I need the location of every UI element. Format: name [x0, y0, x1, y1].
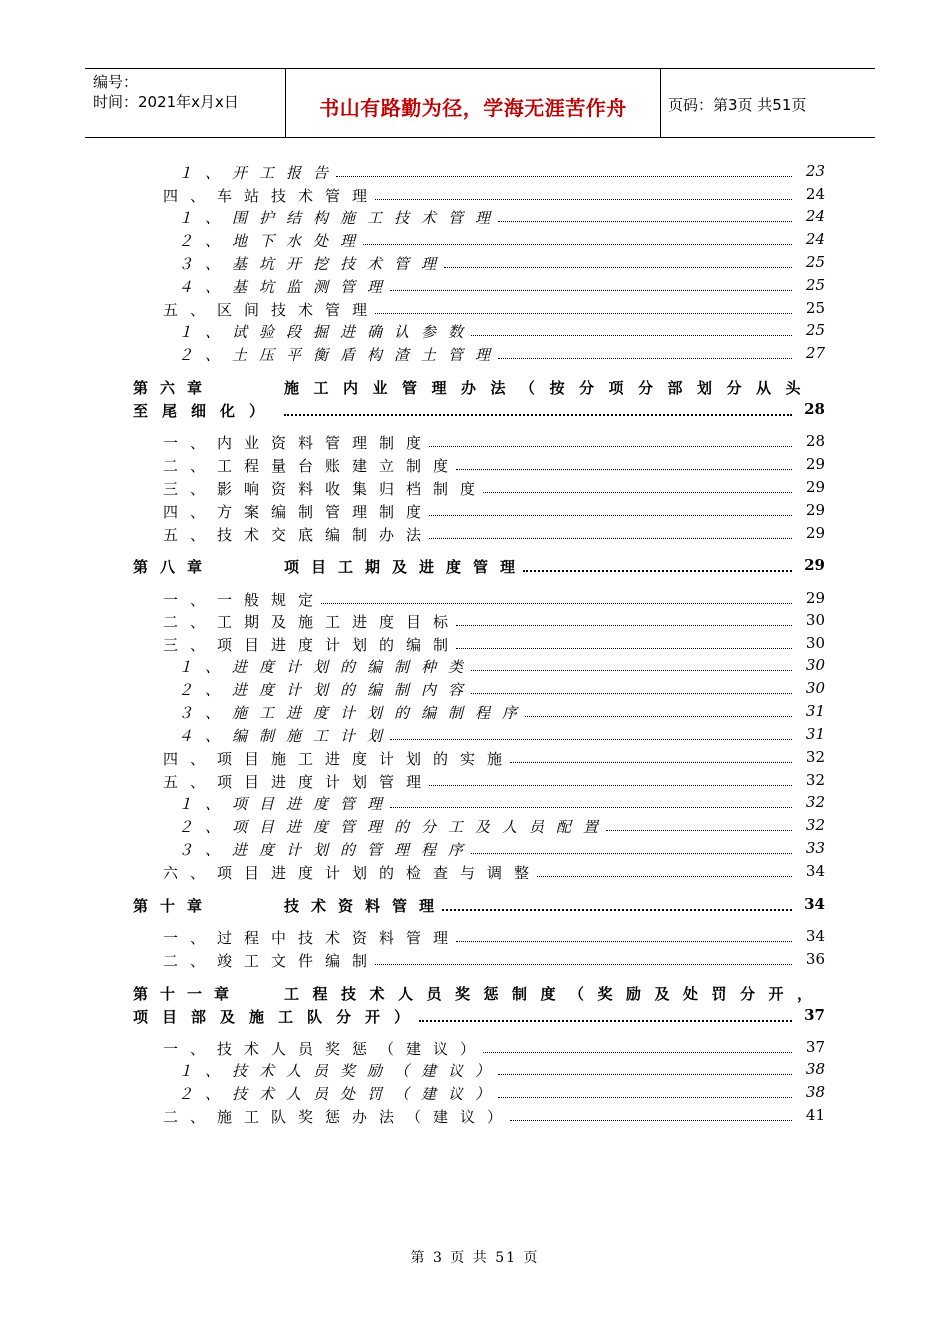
- toc-chapter-page: 29: [804, 556, 825, 574]
- toc-section-entry[interactable]: [0, 478, 950, 500]
- toc-entry-page: 25: [805, 276, 825, 294]
- toc-leader-dots: [429, 442, 792, 447]
- toc-section-entry[interactable]: [0, 748, 950, 770]
- toc-leader-dots: [510, 758, 792, 763]
- toc-entry-title: 三、项目进度计划的编制: [163, 636, 461, 654]
- toc-entry-title: 五、区间技术管理: [163, 301, 380, 319]
- toc-entry-title: １、试验段掘进确认参数: [178, 323, 476, 341]
- toc-section-entry[interactable]: [0, 1038, 950, 1060]
- toc-entry-title: 五、技术交底编制办法: [163, 526, 434, 544]
- toc-leader-dots: [429, 511, 792, 516]
- toc-subsection-entry[interactable]: [0, 702, 950, 724]
- header-page-number: 页码：第3页 共51页: [668, 96, 807, 114]
- document-time-label: 时间：2021年x月x日: [93, 93, 239, 111]
- toc-leader-dots: [390, 735, 792, 740]
- toc-entry-title: ２、土压平衡盾构渣土管理: [178, 346, 503, 364]
- toc-entry-page: 34: [805, 927, 825, 945]
- toc-entry-title: ２、技术人员处罚（建议）: [178, 1085, 503, 1103]
- toc-leader-dots: [456, 465, 792, 470]
- toc-entry-page: 32: [805, 771, 825, 789]
- toc-entry-title: １、项目进度管理: [178, 795, 395, 813]
- toc-entry-title: ２、进度计划的编制内容: [178, 681, 476, 699]
- toc-entry-page: 23: [805, 162, 825, 180]
- toc-entry-page: 29: [805, 501, 825, 519]
- toc-leader-dots: [419, 1016, 792, 1022]
- toc-leader-dots: [510, 1116, 792, 1121]
- toc-chapter-title: 施工内业管理办法（按分项分部划分从头: [284, 379, 816, 397]
- toc-entry-title: 四、项目施工进度计划的实施: [163, 750, 515, 768]
- toc-leader-dots: [429, 781, 792, 786]
- document-number-label: 编号：: [93, 73, 139, 91]
- toc-section-entry[interactable]: [0, 950, 950, 972]
- toc-entry-title: 一、技术人员奖惩（建议）: [163, 1040, 488, 1058]
- toc-entry-page: 38: [805, 1060, 825, 1078]
- toc-chapter-entry-continued[interactable]: [0, 1006, 950, 1028]
- toc-entry-page: 29: [805, 478, 825, 496]
- toc-entry-title: １、进度计划的编制种类: [178, 658, 476, 676]
- toc-entry-title: 二、工期及施工进度目标: [163, 613, 461, 631]
- toc-entry-title: 四、方案编制管理制度: [163, 503, 434, 521]
- toc-entry-page: 29: [805, 589, 825, 607]
- toc-entry-title: 一、过程中技术资料管理: [163, 929, 461, 947]
- toc-leader-dots: [321, 599, 792, 604]
- toc-entry-title: 二、竣工文件编制: [163, 952, 380, 970]
- page-header: [85, 68, 875, 138]
- toc-entry-title: 三、影响资料收集归档制度: [163, 480, 488, 498]
- toc-subsection-entry[interactable]: [0, 816, 950, 838]
- toc-entry-title: １、技术人员奖励（建议）: [178, 1062, 503, 1080]
- toc-section-entry[interactable]: [0, 611, 950, 633]
- toc-leader-dots: [606, 826, 792, 831]
- toc-entry-page: 31: [805, 702, 825, 720]
- toc-entry-page: 33: [805, 839, 825, 857]
- toc-leader-dots: [471, 849, 792, 854]
- toc-entry-title: １、开工报告: [178, 164, 341, 182]
- toc-entry-page: 32: [805, 748, 825, 766]
- toc-entry-title: 二、施工队奖惩办法（建议）: [163, 1108, 515, 1126]
- toc-entry-page: 25: [805, 299, 825, 317]
- toc-entry-page: 24: [805, 230, 825, 248]
- toc-entry-page: 30: [805, 611, 825, 629]
- toc-entry-page: 41: [805, 1106, 825, 1124]
- toc-leader-dots: [429, 534, 792, 539]
- toc-leader-dots: [498, 217, 792, 222]
- toc-subsection-entry[interactable]: [0, 253, 950, 275]
- toc-section-entry[interactable]: [0, 862, 950, 884]
- toc-entry-page: 32: [805, 816, 825, 834]
- toc-chapter-entry[interactable]: [0, 895, 950, 917]
- toc-leader-dots: [498, 1093, 792, 1098]
- toc-entry-page: 34: [805, 862, 825, 880]
- toc-section-entry[interactable]: [0, 501, 950, 523]
- toc-leader-dots: [442, 905, 792, 911]
- toc-subsection-entry[interactable]: [0, 839, 950, 861]
- toc-chapter-title-continued: 项目部及施工队分开）: [133, 1008, 424, 1026]
- toc-entry-title: １、围护结构施工技术管理: [178, 209, 503, 227]
- toc-leader-dots: [523, 566, 792, 572]
- toc-leader-dots: [390, 286, 792, 291]
- toc-leader-dots: [390, 803, 792, 808]
- toc-subsection-entry[interactable]: [0, 344, 950, 366]
- toc-entry-title: 四、车站技术管理: [163, 187, 380, 205]
- toc-subsection-entry[interactable]: [0, 207, 950, 229]
- toc-chapter-label: 第十一章: [133, 985, 242, 1003]
- toc-leader-dots: [483, 488, 792, 493]
- toc-section-entry[interactable]: [0, 589, 950, 611]
- toc-leader-dots: [375, 960, 792, 965]
- toc-leader-dots: [471, 666, 792, 671]
- toc-leader-dots: [336, 172, 792, 177]
- toc-section-entry[interactable]: [0, 299, 950, 321]
- toc-entry-title: 一、一般规定: [163, 591, 326, 609]
- toc-subsection-entry[interactable]: [0, 679, 950, 701]
- toc-entry-title: ２、项目进度管理的分工及人员配置: [178, 818, 611, 836]
- toc-entry-page: 29: [805, 455, 825, 473]
- toc-chapter-entry[interactable]: [0, 556, 950, 578]
- toc-chapter-label: 第十章: [133, 897, 215, 915]
- toc-subsection-entry[interactable]: [0, 656, 950, 678]
- toc-leader-dots: [525, 712, 792, 717]
- toc-entry-page: 32: [805, 793, 825, 811]
- toc-section-entry[interactable]: [0, 185, 950, 207]
- toc-entry-title: 二、工程量台账建立制度: [163, 457, 461, 475]
- toc-leader-dots: [471, 331, 792, 336]
- toc-leader-dots: [444, 263, 792, 268]
- toc-leader-dots: [471, 689, 792, 694]
- toc-entry-page: 24: [805, 207, 825, 225]
- toc-subsection-entry[interactable]: [0, 793, 950, 815]
- toc-subsection-entry[interactable]: [0, 321, 950, 343]
- toc-section-entry[interactable]: [0, 927, 950, 949]
- toc-leader-dots: [284, 410, 792, 416]
- toc-section-entry[interactable]: [0, 1106, 950, 1128]
- toc-entry-title: 一、内业资料管理制度: [163, 434, 434, 452]
- header-motto: 书山有路勤为径，学海无涯苦作舟: [319, 96, 627, 120]
- toc-section-entry[interactable]: [0, 455, 950, 477]
- toc-chapter-label: 第六章: [133, 379, 215, 397]
- toc-leader-dots: [483, 1048, 792, 1053]
- toc-entry-title: ３、施工进度计划的编制程序: [178, 704, 530, 722]
- header-meta-cell: [85, 69, 285, 137]
- toc-entry-page: 24: [805, 185, 825, 203]
- toc-entry-page: 28: [805, 432, 825, 450]
- toc-entry-title: ３、进度计划的管理程序: [178, 841, 476, 859]
- toc-leader-dots: [456, 644, 792, 649]
- toc-leader-dots: [375, 309, 792, 314]
- toc-chapter-label: 第八章: [133, 558, 215, 576]
- toc-leader-dots: [498, 354, 792, 359]
- toc-subsection-entry[interactable]: [0, 1083, 950, 1105]
- toc-entry-title: 六、项目进度计划的检查与调整: [163, 864, 542, 882]
- toc-section-entry[interactable]: [0, 771, 950, 793]
- toc-leader-dots: [363, 240, 792, 245]
- toc-chapter-title: 技术资料管理: [284, 897, 447, 915]
- toc-subsection-entry[interactable]: [0, 1060, 950, 1082]
- toc-entry-page: 27: [805, 344, 825, 362]
- toc-chapter-title-continued: 至尾细化）: [133, 402, 279, 420]
- toc-chapter-entry[interactable]: [0, 377, 950, 399]
- toc-entry-title: ２、地下水处理: [178, 232, 368, 250]
- page-footer: 第 3 页 共 51 页: [410, 1250, 540, 1266]
- header-motto-cell: [285, 69, 661, 137]
- toc-entry-page: 25: [805, 253, 825, 271]
- toc-entry-page: 36: [805, 950, 825, 968]
- toc-leader-dots: [456, 937, 792, 942]
- toc-entry-page: 25: [805, 321, 825, 339]
- toc-section-entry[interactable]: [0, 634, 950, 656]
- toc-chapter-page: 34: [804, 895, 825, 913]
- toc-subsection-entry[interactable]: [0, 725, 950, 747]
- toc-subsection-entry[interactable]: [0, 276, 950, 298]
- toc-entry-title: ４、基坑监测管理: [178, 278, 395, 296]
- toc-entry-page: 29: [805, 524, 825, 542]
- toc-entry-page: 30: [805, 656, 825, 674]
- toc-entry-page: 30: [805, 679, 825, 697]
- toc-chapter-entry[interactable]: [0, 983, 950, 1005]
- toc-leader-dots: [537, 872, 792, 877]
- toc-chapter-page: 37: [804, 1006, 825, 1024]
- toc-leader-dots: [498, 1070, 792, 1075]
- toc-entry-title: ３、基坑开挖技术管理: [178, 255, 449, 273]
- toc-entry-page: 37: [805, 1038, 825, 1056]
- toc-chapter-entry-continued[interactable]: [0, 400, 950, 422]
- toc-chapter-title: 项目工期及进度管理: [284, 558, 528, 576]
- toc-entry-title: 五、项目进度计划管理: [163, 773, 434, 791]
- toc-section-entry[interactable]: [0, 432, 950, 454]
- toc-subsection-entry[interactable]: [0, 162, 950, 184]
- toc-section-entry[interactable]: [0, 524, 950, 546]
- toc-entry-page: 38: [805, 1083, 825, 1101]
- toc-subsection-entry[interactable]: [0, 230, 950, 252]
- toc-leader-dots: [456, 621, 792, 626]
- toc-entry-title: ４、编制施工计划: [178, 727, 395, 745]
- toc-entry-page: 30: [805, 634, 825, 652]
- header-page-cell: [660, 69, 875, 137]
- toc-leader-dots: [375, 195, 792, 200]
- toc-entry-page: 31: [805, 725, 825, 743]
- toc-chapter-page: 28: [804, 400, 825, 418]
- toc-chapter-title: 工程技术人员奖惩制度（奖励及处罚分开，: [284, 985, 826, 1003]
